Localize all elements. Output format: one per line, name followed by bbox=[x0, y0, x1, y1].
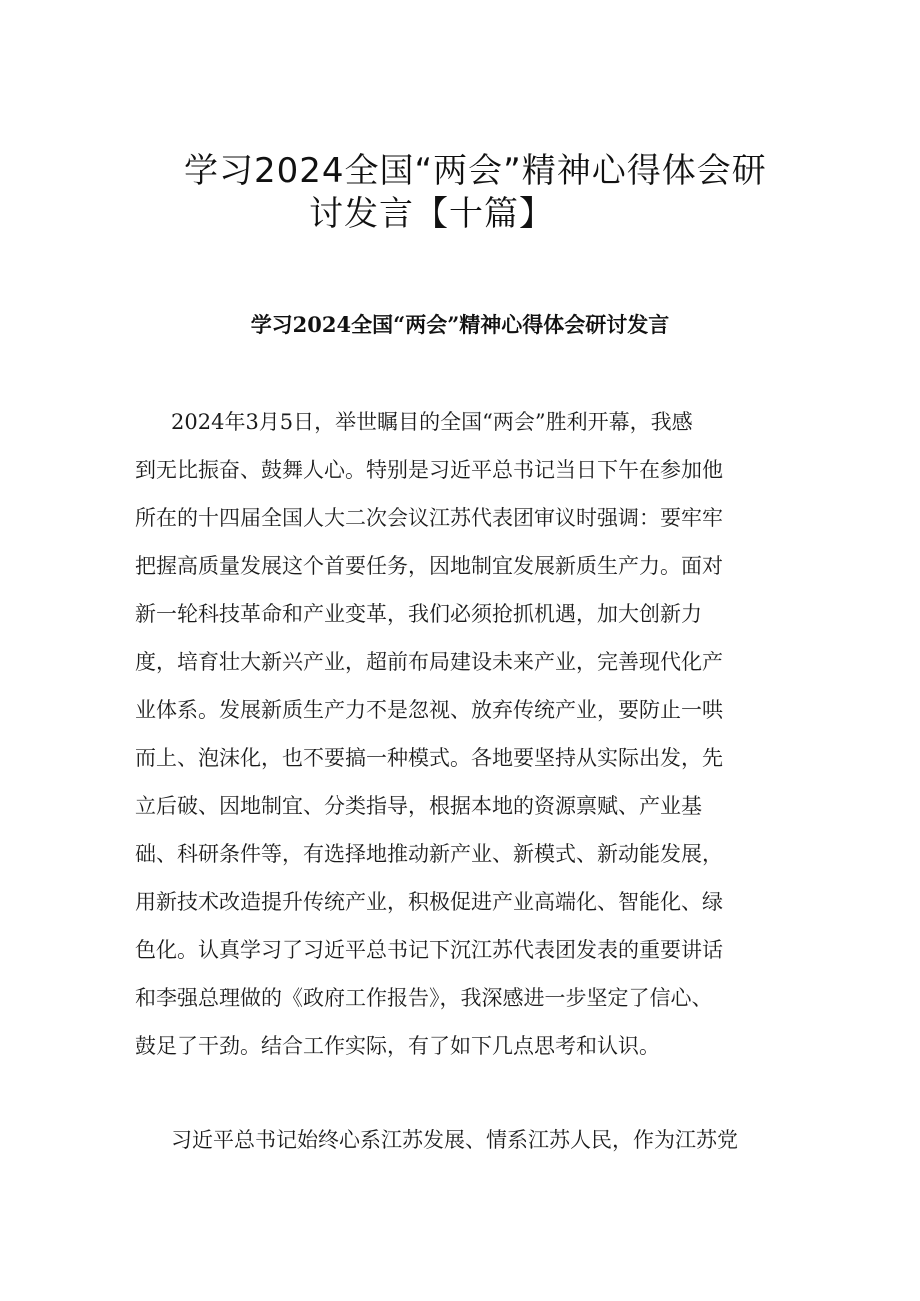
paragraph-line: 业体系。发展新质生产力不是忽视、放弃传统产业，要防止一哄 bbox=[135, 698, 723, 722]
paragraph-line: 色化。认真学习了习近平总书记下沉江苏代表团发表的重要讲话 bbox=[135, 938, 723, 962]
document-title bbox=[150, 150, 810, 236]
section-title: 学习2024全国“两会”精神心得体会研讨发言 bbox=[250, 312, 670, 337]
document-title-line: 讨发言【十篇】 bbox=[309, 194, 554, 234]
paragraph-line: 2024年3月5日，举世瞩目的全国“两会”胜利开幕，我感 bbox=[171, 410, 693, 434]
paragraph-line: 到无比振奋、鼓舞人心。特别是习近平总书记当日下午在参加他 bbox=[135, 458, 723, 482]
paragraph-line: 而上、泡沫化，也不要搞一种模式。各地要坚持从实际出发，先 bbox=[135, 746, 723, 770]
document-title-line: 学习2024全国“两会”精神心得体会研 bbox=[184, 151, 767, 191]
paragraph-line: 鼓足了干劲。结合工作实际，有了如下几点思考和认识。 bbox=[135, 1034, 660, 1058]
paragraph-line: 所在的十四届全国人大二次会议江苏代表团审议时强调：要牢牢 bbox=[135, 506, 723, 530]
paragraph-line: 新一轮科技革命和产业变革，我们必须抢抓机遇，加大创新力 bbox=[135, 602, 702, 626]
paragraph-line: 础、科研条件等，有选择地推动新产业、新模式、新动能发展， bbox=[135, 842, 723, 866]
paragraph-line: 立后破、因地制宜、分类指导，根据本地的资源禀赋、产业基 bbox=[135, 794, 702, 818]
paragraph-line: 用新技术改造提升传统产业，积极促进产业高端化、智能化、绿 bbox=[135, 890, 723, 914]
body-paragraph bbox=[135, 1116, 785, 1164]
paragraph-line: 和李强总理做的《政府工作报告》，我深感进一步坚定了信心、 bbox=[135, 986, 713, 1010]
paragraph-line: 习近平总书记始终心系江苏发展、情系江苏人民，作为江苏党 bbox=[171, 1128, 738, 1152]
paragraph-line: 把握高质量发展这个首要任务，因地制宜发展新质生产力。面对 bbox=[135, 554, 723, 578]
paragraph-line: 度，培育壮大新兴产业，超前布局建设未来产业，完善现代化产 bbox=[135, 650, 723, 674]
body-paragraph bbox=[135, 398, 785, 1070]
